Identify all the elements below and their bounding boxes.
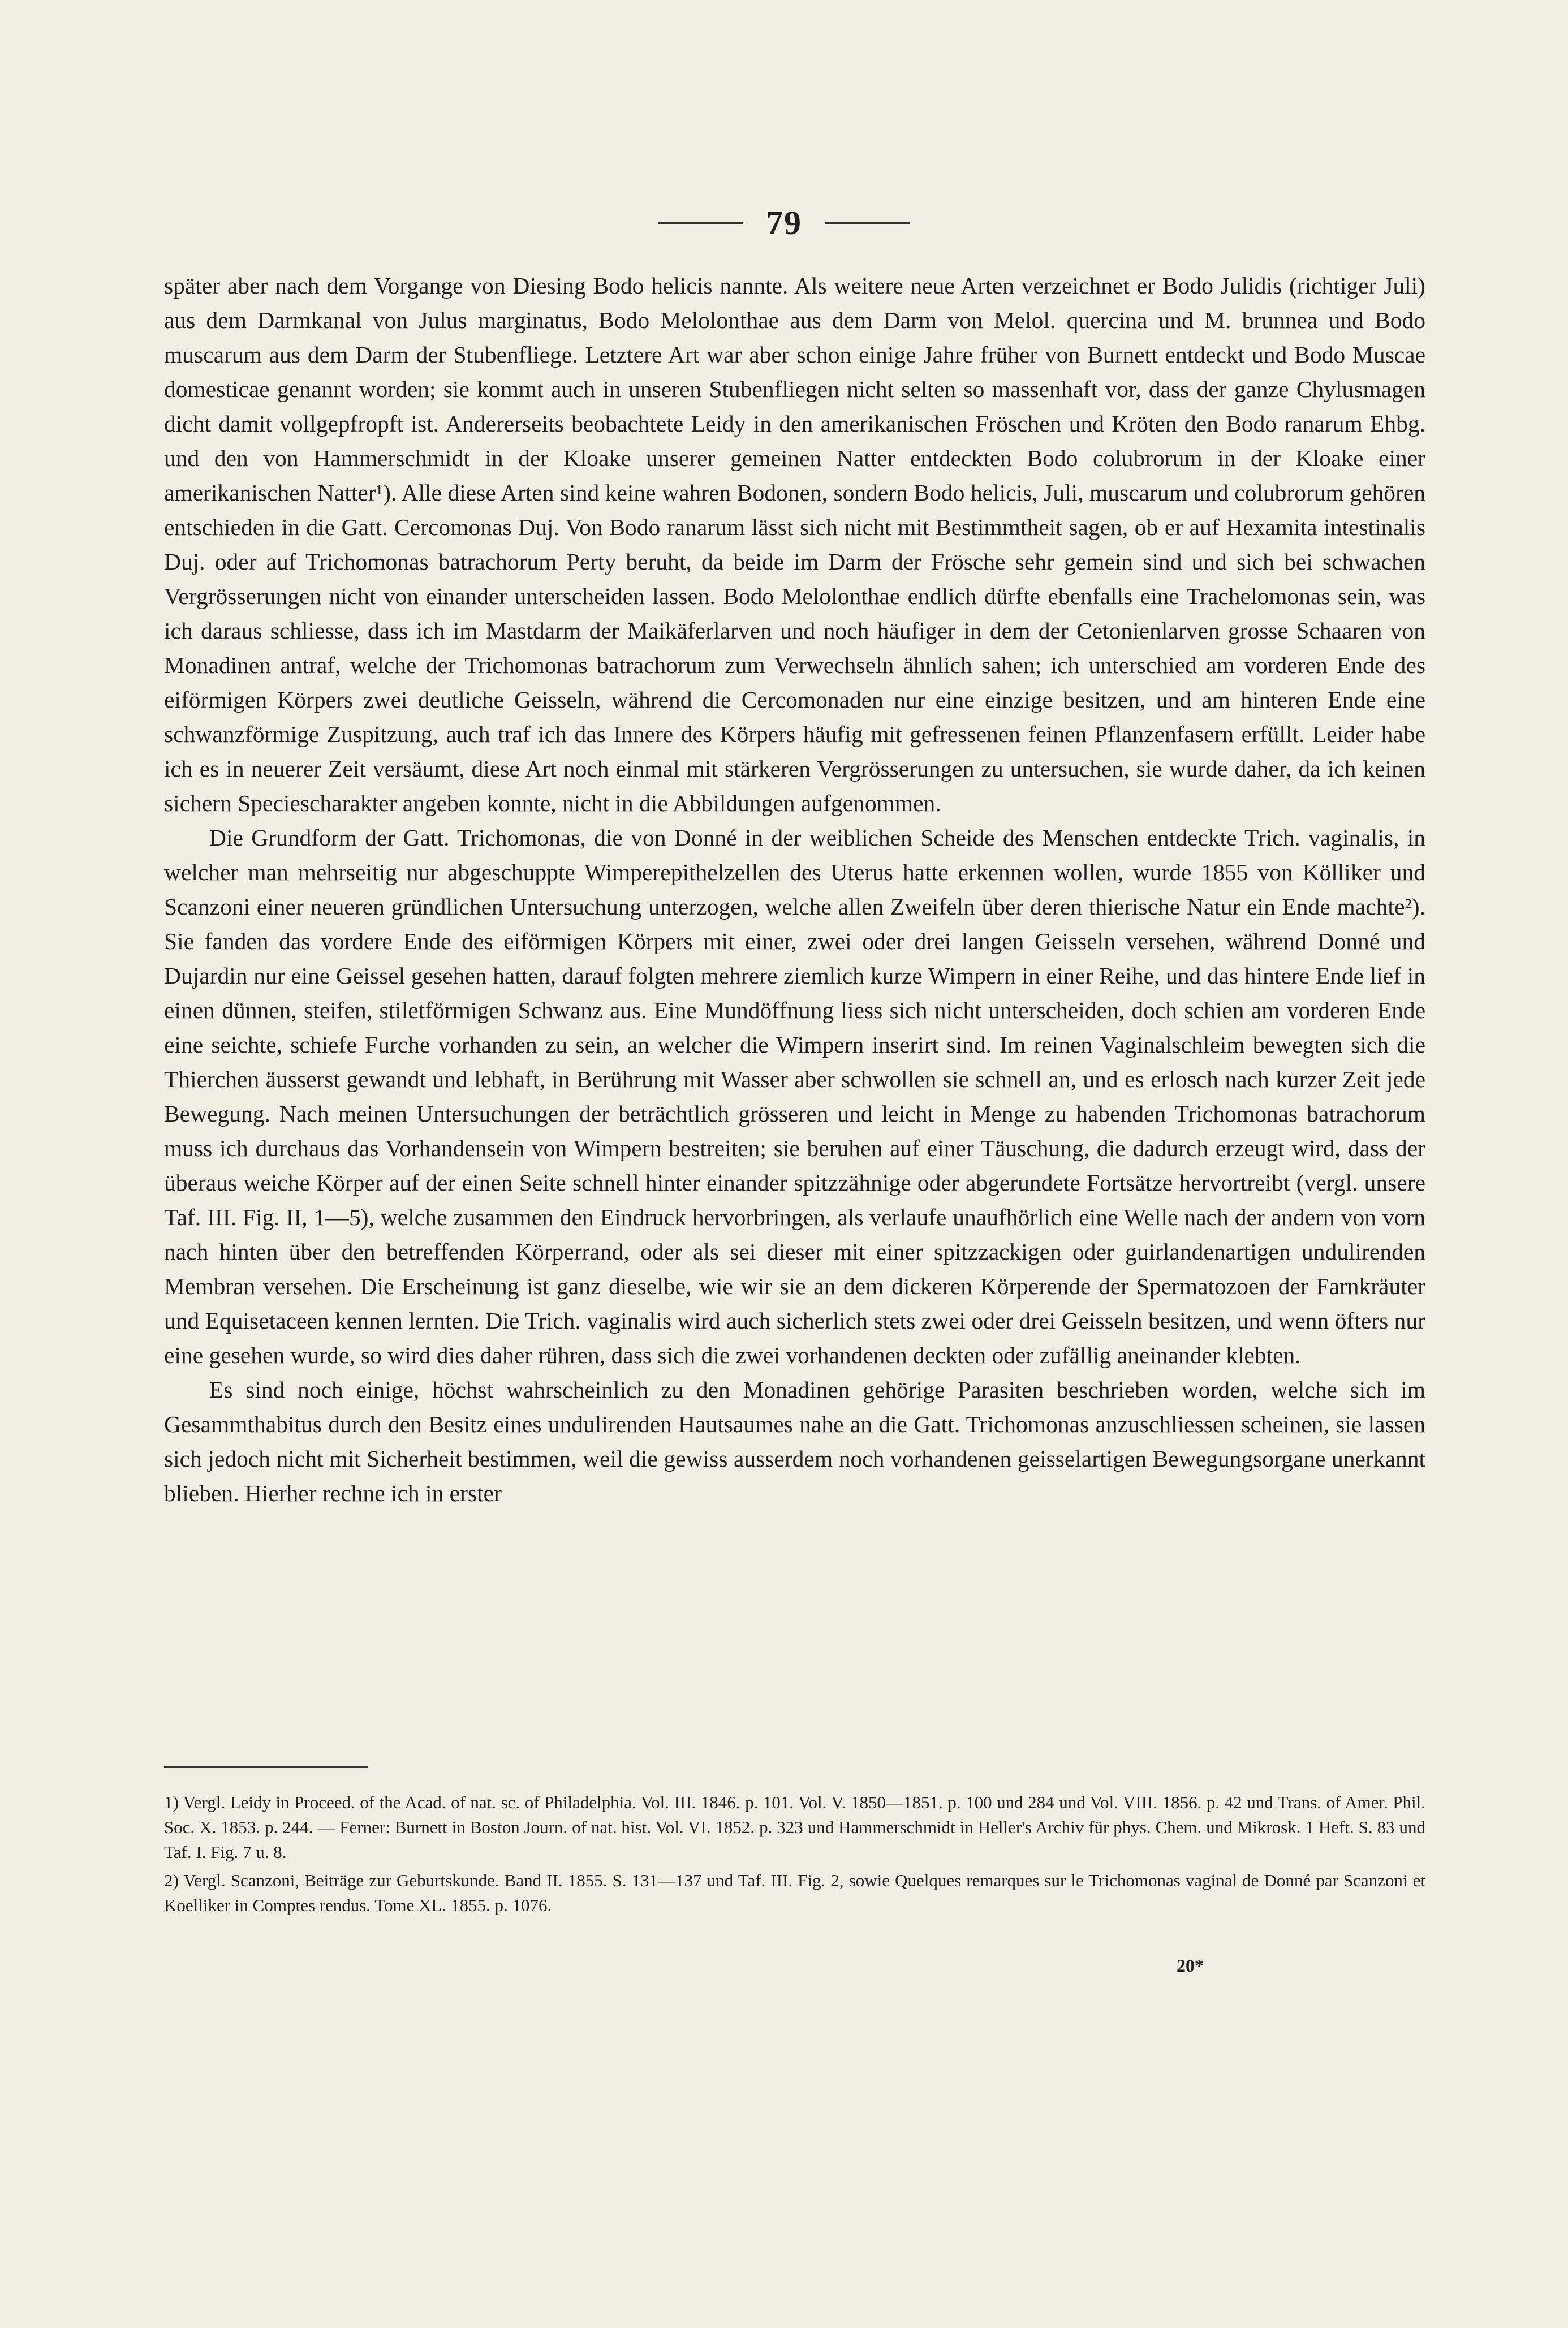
paragraph-2: Die Grundform der Gatt. Trichomonas, die von Donné in der weiblichen Scheide des Menschen entdeckte Trich. vaginalis, in welcher man mehrseitig nur abgeschuppte Wimperepithelzellen des Uterus hatte erkennen wollen, wurde 1855 von Kölliker und Scanzoni einer neueren gründlichen Untersuchung unterzogen, welche allen Zweifeln über deren thierische Natur ein Ende machte²). Sie fanden das vordere Ende des eiförmigen Körpers mit einer, zwei oder drei langen Geisseln versehen, während Donné und Dujardin nur eine Geissel gesehen hatten, darauf folgten mehrere ziemlich kurze Wimpern in einer Reihe, und das hintere Ende lief in einen dünnen, steifen, stiletförmigen Schwanz aus. Eine Mundöffnung liess sich nicht unterscheiden, doch schien am vorderen Ende eine seichte, schiefe Furche vorhanden zu sein, an welcher die Wimpern inserirt sind. Im reinen Vaginalschleim bewegten sich die Thierchen äusserst gewandt und lebhaft, in Berührung mit Wasser aber schwollen sie schnell an, und es erlosch nach kurzer Zeit jede Bewegung. Nach meinen Untersuchungen der beträchtlich grösseren und leicht in Menge zu habenden Trichomonas batrachorum muss ich durchaus das Vorhandensein von Wimpern bestreiten; sie beruhen auf einer Täuschung, die dadurch erzeugt wird, dass der überaus weiche Körper auf der einen Seite schnell hinter einander spitzzähnige oder abgerundete Fortsätze hervortreibt (vergl. unsere Taf. III. Fig. II, 1—5), welche zusammen den Eindruck hervorbringen, als verlaufe unaufhörlich eine Welle nach der andern von vorn nach hinten über den betreffenden Körperrand, oder als sei dieser mit einer spitzzackigen oder guirlandenartigen undulirenden Membran versehen. Die Erscheinung ist ganz dieselbe, wie wir sie an dem dickeren Körperende der Spermatozoen der Farnkräuter und Equisetaceen kennen lernten. Die Trich. vaginalis wird auch sicherlich stets zwei oder drei Geisseln besitzen, und wenn öfters nur eine gesehen wurde, so wird dies daher rühren, dass sich die zwei vorhandenen deckten oder zufällig aneinander klebten. (164, 825, 1425, 1368)
main-text (164, 269, 1425, 1511)
footnote-2: 2) Vergl. Scanzoni, Beiträge zur Geburtskunde. Band II. 1855. S. 131—137 und Taf. III. Fig. 2, sowie Quelques remarques sur le Trichomonas vaginal de Donné par Scanzoni et Koelliker in Comptes rendus. Tome XL. 1855. p. 1076. (164, 1870, 1425, 1915)
header-rule-right (825, 222, 910, 224)
footnote-1: 1) Vergl. Leidy in Proceed. of the Acad. of nat. sc. of Philadelphia. Vol. III. 1846. p. 101. Vol. V. 1850—1851. p. 100 und 284 und Vol. VIII. 1856. p. 42 und Trans. of Amer. Phil. Soc. X. 1853. p. 244. — Ferner: Burnett in Boston Journ. of nat. hist. Vol. VI. 1852. p. 323 und Hammerschmidt in Heller's Archiv für phys. Chem. und Mikrosk. 1 Heft. S. 83 und Taf. I. Fig. 7 u. 8. (164, 1792, 1425, 1862)
header-rule-left (658, 222, 743, 224)
paragraph-1: später aber nach dem Vorgange von Diesing Bodo helicis nannte. Als weitere neue Arten verzeichnet er Bodo Julidis (richtiger Juli) aus dem Darmkanal von Julus marginatus, Bodo Melolonthae aus dem Darm von Melol. quercina und M. brunnea und Bodo muscarum aus dem Darm der Stubenfliege. Letztere Art war aber schon einige Jahre früher von Burnett entdeckt und Bodo Muscae domesticae genannt worden; sie kommt auch in unseren Stubenfliegen nicht selten so massenhaft vor, dass der ganze Chylusmagen dicht damit vollgepfropft ist. Andererseits beobachtete Leidy in den amerikanischen Fröschen und Kröten den Bodo ranarum Ehbg. und den von Hammerschmidt in der Kloake unserer gemeinen Natter entdeckten Bodo colubrorum in der Kloake einer amerikanischen Natter¹). Alle diese Arten sind keine wahren Bodonen, sondern Bodo helicis, Juli, muscarum und colubrorum gehören entschieden in die Gatt. Cercomonas Duj. Von Bodo ranarum lässt sich nicht mit Bestimmtheit sagen, ob er auf Hexamita intestinalis Duj. oder auf Trichomonas batrachorum Perty beruht, da beide im Darm der Frösche sehr gemein sind und sich bei schwachen Vergrösserungen nicht von einander unterscheiden lassen. Bodo Melolonthae endlich dürfte ebenfalls eine Trachelomonas sein, was ich daraus schliesse, dass ich im Mastdarm der Maikäferlarven und noch häufiger in dem der Cetonienlarven grosse Schaaren von Monadinen antraf, welche der Trichomonas batrachorum zum Verwechseln ähnlich sahen; ich unterschied am vorderen Ende des eiförmigen Körpers zwei deutliche Geisseln, während die Cercomonaden nur eine einzige besitzen, und am hinteren Ende eine schwanzförmige Zuspitzung, auch traf ich das Innere des Körpers häufig mit gefressenen feinen Pflanzenfasern erfüllt. Leider habe ich es in neuerer Zeit versäumt, diese Art noch einmal mit stärkeren Vergrösserungen zu untersuchen, sie wurde daher, da ich keinen sichern Speciescharakter angeben konnte, nicht in die Abbildungen aufgenommen. (164, 273, 1425, 816)
page-header (0, 204, 1568, 243)
footnote-rule (164, 1766, 368, 1768)
page-number: 79 (766, 204, 802, 242)
footnotes (164, 1790, 1425, 1921)
signature-mark: 20* (1177, 1955, 1204, 1976)
paragraph-3: Es sind noch einige, höchst wahrscheinlich zu den Monadinen gehörige Parasiten beschrieben worden, welche sich im Gesammthabitus durch den Besitz eines undulirenden Hautsaumes nahe an die Gatt. Trichomonas anzuschliessen scheinen, sie lassen sich jedoch nicht mit Sicherheit bestimmen, weil die gewiss ausserdem noch vorhandenen geisselartigen Bewegungsorgane unerkannt blieben. Hierher rechne ich in erster (164, 1377, 1425, 1506)
